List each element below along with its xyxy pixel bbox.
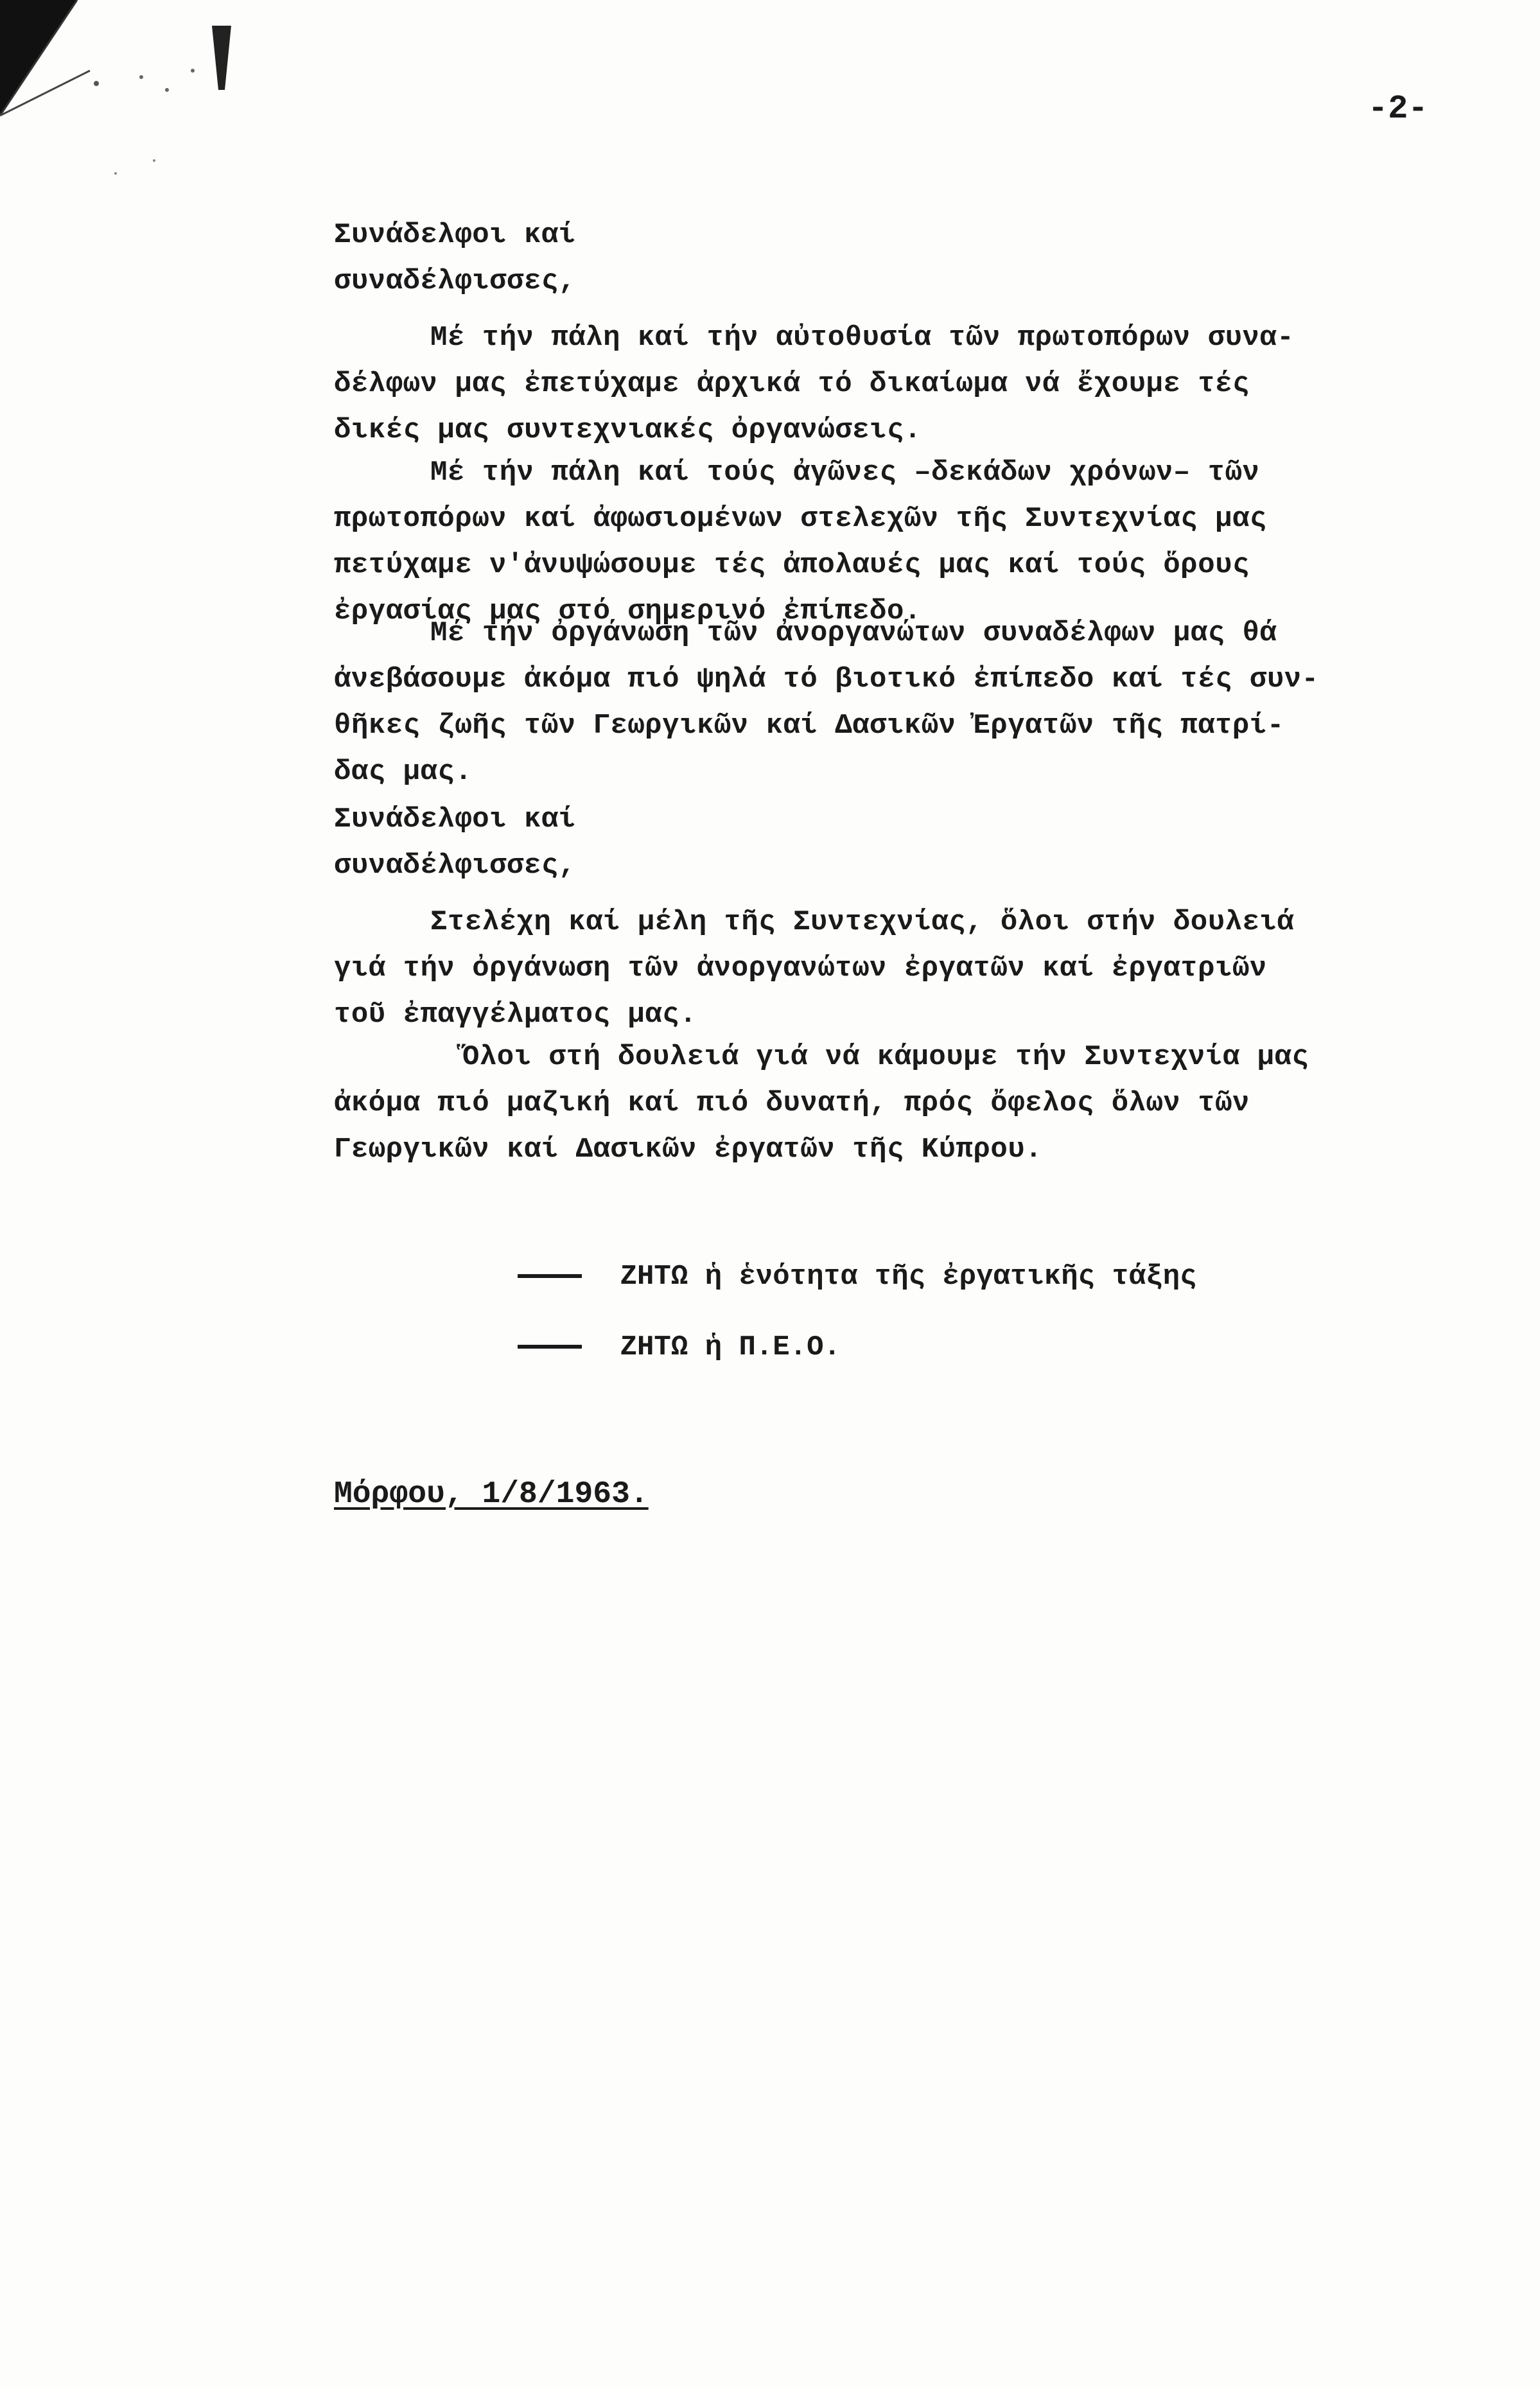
paragraph-1 [334, 315, 1464, 453]
slogan-text: ΖΗΤΩ ἡ Π.Ε.Ο. [620, 1331, 841, 1363]
slogan-2 [450, 1278, 841, 1417]
greeting-line: Συνάδελφοι καί [334, 803, 576, 836]
paragraph-line: Ὅλοι στή δουλειά γιά νά κάμουμε τήν Συντεχνία μας [462, 1041, 1309, 1073]
paragraph-line: τοῦ ἐπαγγέλματος μας. [334, 999, 697, 1031]
paragraph-5 [334, 1034, 1464, 1173]
greeting-line: συναδέλφισσες, [334, 265, 576, 297]
slogan-text: ΖΗΤΩ ἡ ἑνότητα τῆς ἐργατικῆς τάξης [620, 1261, 1197, 1293]
paragraph-line: θῆκες ζωῆς τῶν Γεωργικῶν καί Δασικῶν Ἐργατῶν τῆς πατρί- [334, 710, 1284, 742]
paragraph-3 [334, 610, 1464, 795]
page-number: -2- [1368, 90, 1428, 128]
greeting-line: Συνάδελφοι καί [334, 219, 576, 251]
paragraph-line: δας μας. [334, 756, 473, 788]
em-dash [518, 1345, 582, 1349]
paragraph-line: Στελέχη καί μέλη τῆς Συντεχνίας, ὅλοι στήν δουλειά [430, 906, 1295, 938]
greeting-1 [334, 212, 1464, 304]
paragraph-line: δέλφων μας ἐπετύχαμε ἀρχικά τό δικαίωμα νά ἔχουμε τές [334, 368, 1250, 400]
paragraph-line: ἀκόμα πιό μαζική καί πιό δυνατή, πρός ὄφελος ὅλων τῶν [334, 1087, 1250, 1119]
paragraph-line: ἐργασίας μας στό σημερινό ἐπίπεδο. [334, 595, 922, 627]
greeting-line: συναδέλφισσες, [334, 850, 576, 882]
punch-hole-mark [0, 0, 270, 206]
paragraph-line: πρωτοπόρων καί ἀφωσιομένων στελεχῶν τῆς Συντεχνίας μας [334, 503, 1267, 535]
paragraph-2 [334, 450, 1464, 634]
paragraph-line: Μέ τήν πάλη καί τούς ἀγῶνες –δεκάδων χρόνων– τῶν [430, 457, 1260, 489]
paragraph-line: γιά τήν ὀργάνωση τῶν ἀνοργανώτων ἐργατῶν καί ἐργατριῶν [334, 952, 1267, 984]
paragraph-line: πετύχαμε ν'ἀνυψώσουμε τές ἀπολαυές μας καί τούς ὅρους [334, 549, 1250, 581]
paragraph-line: ἀνεβάσουμε ἀκόμα πιό ψηλά τό βιοτικό ἐπίπεδο καί τές συν- [334, 663, 1319, 696]
paragraph-4 [334, 899, 1464, 1038]
paragraph-line: Μέ τήν ὀργάνωση τῶν ἀνοργανώτων συναδέλφων μας θά [430, 617, 1277, 649]
paragraph-line: δικές μας συντεχνιακές ὀργανώσεις. [334, 414, 922, 446]
paragraph-line: Μέ τήν πάλη καί τήν αὐτοθυσία τῶν πρωτοπόρων συνα- [430, 322, 1295, 354]
place-date-signoff: Μόρφου, 1/8/1963. [334, 1477, 649, 1512]
paragraph-line: Γεωργικῶν καί Δασικῶν ἐργατῶν τῆς Κύπρου. [334, 1133, 1043, 1166]
greeting-2 [334, 796, 1464, 889]
